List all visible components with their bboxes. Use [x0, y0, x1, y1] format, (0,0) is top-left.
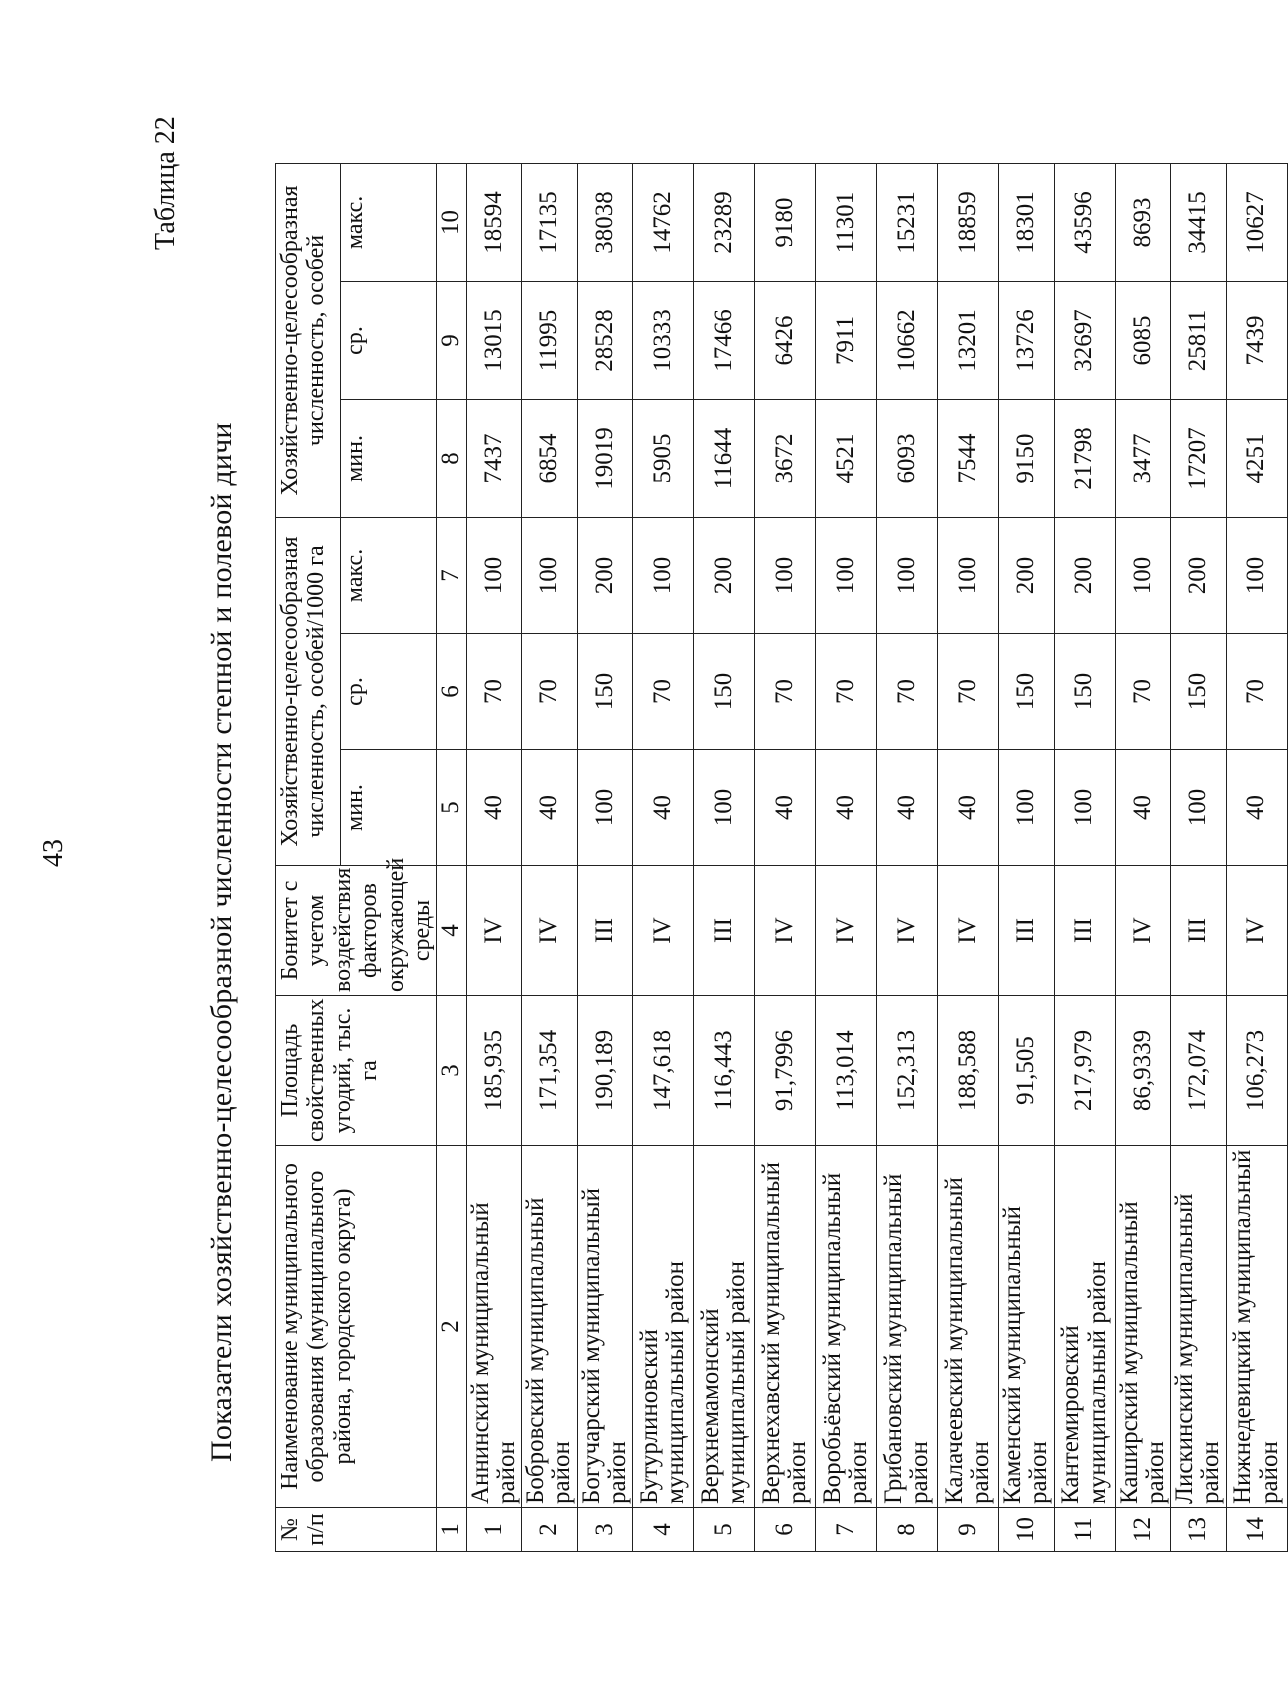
cell-area: 152,313 [877, 996, 938, 1146]
cell-density-max: 100 [938, 517, 999, 633]
table-label: Таблица 22 [150, 116, 181, 250]
cell-num: 7 [816, 1508, 877, 1552]
table-row [522, 163, 578, 1551]
cell-name: Грибановский муниципальный район [877, 1146, 938, 1508]
cell-bonitet: III [1171, 866, 1227, 996]
cell-bonitet: IV [522, 866, 578, 996]
cell-name: Калачеевский муниципальный район [938, 1146, 999, 1508]
cell-density-avg: 70 [1115, 634, 1171, 750]
cell-density-min: 40 [755, 750, 816, 866]
cell-density-min: 40 [522, 750, 578, 866]
cell-density-max: 100 [633, 517, 694, 633]
column-number: 2 [437, 1146, 466, 1508]
header-count-min: мин. [341, 399, 437, 517]
cell-density-max: 100 [522, 517, 578, 633]
cell-density-min: 100 [999, 750, 1055, 866]
cell-count-min: 17207 [1171, 399, 1227, 517]
column-number: 5 [437, 750, 466, 866]
header-count-avg: ср. [341, 281, 437, 399]
cell-count-max: 10627 [1226, 163, 1287, 281]
cell-name: Верхнехавский муниципальный район [755, 1146, 816, 1508]
cell-count-max: 14762 [633, 163, 694, 281]
cell-density-min: 40 [1226, 750, 1287, 866]
cell-num: 2 [522, 1508, 578, 1552]
cell-density-max: 100 [755, 517, 816, 633]
header-area: Площадь свойственных угодий, тыс. га [276, 996, 437, 1146]
cell-count-max: 17135 [522, 163, 578, 281]
cell-count-avg: 6085 [1115, 281, 1171, 399]
cell-count-avg: 10662 [877, 281, 938, 399]
cell-name: Аннинский муниципальный район [466, 1146, 522, 1508]
cell-area: 116,443 [694, 996, 755, 1146]
cell-name: Лискинский муниципальный район [1171, 1146, 1227, 1508]
header-density-group: Хозяйственно-целесообразная численность, особей/1000 га [276, 517, 341, 865]
cell-bonitet: III [1054, 866, 1115, 996]
cell-name: Каширский муниципальный район [1115, 1146, 1171, 1508]
cell-name: Бутурлиновский муниципальный район [633, 1146, 694, 1508]
cell-bonitet: III [694, 866, 755, 996]
table-row [999, 163, 1055, 1551]
cell-density-avg: 70 [1226, 634, 1287, 750]
cell-density-min: 40 [466, 750, 522, 866]
table-row [938, 163, 999, 1551]
header-count-group: Хозяйственно-целесообразная численность, особей [276, 163, 341, 517]
cell-num: 10 [999, 1508, 1055, 1552]
cell-count-avg: 17466 [694, 281, 755, 399]
cell-count-min: 4521 [816, 399, 877, 517]
cell-name: Кантемировский муниципальный район [1054, 1146, 1115, 1508]
cell-bonitet: III [577, 866, 633, 996]
cell-count-min: 7544 [938, 399, 999, 517]
cell-density-min: 100 [577, 750, 633, 866]
cell-count-avg: 7439 [1226, 281, 1287, 399]
cell-bonitet: IV [1226, 866, 1287, 996]
cell-density-max: 100 [1226, 517, 1287, 633]
table-row [466, 163, 522, 1551]
cell-bonitet: IV [877, 866, 938, 996]
cell-area: 172,074 [1171, 996, 1227, 1146]
cell-count-min: 6093 [877, 399, 938, 517]
cell-count-max: 15231 [877, 163, 938, 281]
cell-count-max: 9180 [755, 163, 816, 281]
table-row [816, 163, 877, 1551]
header-density-max: макс. [341, 517, 437, 633]
header-row-1 [276, 163, 341, 1551]
cell-area: 217,979 [1054, 996, 1115, 1146]
cell-count-avg: 10333 [633, 281, 694, 399]
cell-density-min: 40 [877, 750, 938, 866]
cell-density-avg: 70 [522, 634, 578, 750]
cell-count-max: 8693 [1115, 163, 1171, 281]
cell-area: 86,9339 [1115, 996, 1171, 1146]
cell-density-max: 200 [577, 517, 633, 633]
cell-count-min: 7437 [466, 399, 522, 517]
header-count-max: макс. [341, 163, 437, 281]
cell-density-min: 100 [694, 750, 755, 866]
cell-num: 8 [877, 1508, 938, 1552]
cell-bonitet: IV [816, 866, 877, 996]
cell-area: 185,935 [466, 996, 522, 1146]
cell-num: 1 [466, 1508, 522, 1552]
cell-count-max: 23289 [694, 163, 755, 281]
cell-density-max: 200 [1054, 517, 1115, 633]
cell-density-max: 200 [694, 517, 755, 633]
cell-count-avg: 25811 [1171, 281, 1227, 399]
cell-bonitet: IV [633, 866, 694, 996]
cell-count-min: 6854 [522, 399, 578, 517]
header-density-avg: ср. [341, 634, 437, 750]
cell-density-avg: 150 [1054, 634, 1115, 750]
cell-density-avg: 70 [816, 634, 877, 750]
cell-area: 106,273 [1226, 996, 1287, 1146]
cell-name: Воробьёвский муниципальный район [816, 1146, 877, 1508]
cell-density-min: 40 [1115, 750, 1171, 866]
column-number: 3 [437, 996, 466, 1146]
cell-density-max: 200 [1171, 517, 1227, 633]
document-title: Показатели хозяйственно-целесообразной численности степной и полевой дичи [205, 422, 238, 1462]
cell-density-avg: 70 [877, 634, 938, 750]
cell-num: 14 [1226, 1508, 1287, 1552]
header-num: № п/п [276, 1508, 437, 1552]
cell-density-max: 200 [999, 517, 1055, 633]
cell-count-avg: 28528 [577, 281, 633, 399]
cell-count-min: 19019 [577, 399, 633, 517]
table-row [577, 163, 633, 1551]
cell-name: Верхнемамонский муниципальный район [694, 1146, 755, 1508]
table-row [1115, 163, 1171, 1551]
cell-name: Бобровский муниципальный район [522, 1146, 578, 1508]
cell-area: 91,7996 [755, 996, 816, 1146]
table-row [1226, 163, 1287, 1551]
cell-density-avg: 70 [755, 634, 816, 750]
cell-count-max: 38038 [577, 163, 633, 281]
column-number: 4 [437, 866, 466, 996]
column-number: 9 [437, 281, 466, 399]
cell-density-avg: 70 [938, 634, 999, 750]
cell-density-avg: 150 [999, 634, 1055, 750]
cell-bonitet: III [999, 866, 1055, 996]
column-number: 10 [437, 163, 466, 281]
header-density-min: мин. [341, 750, 437, 866]
cell-count-max: 18301 [999, 163, 1055, 281]
cell-num: 6 [755, 1508, 816, 1552]
cell-area: 190,189 [577, 996, 633, 1146]
cell-num: 11 [1054, 1508, 1115, 1552]
cell-count-avg: 11995 [522, 281, 578, 399]
cell-count-avg: 32697 [1054, 281, 1115, 399]
cell-bonitet: IV [466, 866, 522, 996]
page-number: 43 [38, 839, 69, 867]
column-number: 8 [437, 399, 466, 517]
data-table [275, 163, 1288, 1552]
cell-num: 4 [633, 1508, 694, 1552]
cell-density-max: 100 [816, 517, 877, 633]
cell-density-min: 40 [816, 750, 877, 866]
cell-name: Нижнедевицкий муниципальный район [1226, 1146, 1287, 1508]
table-row [1054, 163, 1115, 1551]
cell-count-max: 18594 [466, 163, 522, 281]
cell-count-max: 34415 [1171, 163, 1227, 281]
cell-area: 91,505 [999, 996, 1055, 1146]
header-bonitet: Бонитет с учетом воздействия факторов окружающей среды [276, 866, 437, 996]
cell-density-avg: 150 [694, 634, 755, 750]
cell-count-avg: 13015 [466, 281, 522, 399]
cell-count-min: 9150 [999, 399, 1055, 517]
cell-density-min: 100 [1054, 750, 1115, 866]
cell-density-avg: 70 [633, 634, 694, 750]
cell-num: 9 [938, 1508, 999, 1552]
cell-count-min: 3672 [755, 399, 816, 517]
cell-num: 5 [694, 1508, 755, 1552]
cell-density-max: 100 [877, 517, 938, 633]
cell-density-avg: 70 [466, 634, 522, 750]
cell-area: 147,618 [633, 996, 694, 1146]
cell-count-min: 11644 [694, 399, 755, 517]
cell-num: 12 [1115, 1508, 1171, 1552]
cell-area: 188,588 [938, 996, 999, 1146]
cell-count-avg: 6426 [755, 281, 816, 399]
cell-density-avg: 150 [1171, 634, 1227, 750]
cell-bonitet: IV [1115, 866, 1171, 996]
table-row [877, 163, 938, 1551]
cell-name: Богучарский муниципальный район [577, 1146, 633, 1508]
column-number: 6 [437, 634, 466, 750]
cell-bonitet: IV [938, 866, 999, 996]
cell-count-max: 11301 [816, 163, 877, 281]
cell-density-avg: 150 [577, 634, 633, 750]
cell-count-min: 21798 [1054, 399, 1115, 517]
header-name: Наименование муниципального образования (муниципального района, городского округа) [276, 1146, 437, 1508]
cell-count-max: 43596 [1054, 163, 1115, 281]
cell-count-min: 5905 [633, 399, 694, 517]
cell-density-min: 100 [1171, 750, 1227, 866]
table-row [633, 163, 694, 1551]
cell-count-min: 4251 [1226, 399, 1287, 517]
column-number: 7 [437, 517, 466, 633]
cell-name: Каменский муниципальный район [999, 1146, 1055, 1508]
cell-area: 113,014 [816, 996, 877, 1146]
cell-area: 171,354 [522, 996, 578, 1146]
column-number: 1 [437, 1508, 466, 1552]
table-row [1171, 163, 1227, 1551]
cell-count-avg: 13201 [938, 281, 999, 399]
column-number-row [437, 163, 466, 1551]
cell-count-avg: 7911 [816, 281, 877, 399]
cell-bonitet: IV [755, 866, 816, 996]
cell-density-min: 40 [633, 750, 694, 866]
cell-num: 13 [1171, 1508, 1227, 1552]
cell-count-max: 18859 [938, 163, 999, 281]
cell-density-min: 40 [938, 750, 999, 866]
cell-count-avg: 13726 [999, 281, 1055, 399]
cell-density-max: 100 [466, 517, 522, 633]
cell-count-min: 3477 [1115, 399, 1171, 517]
cell-num: 3 [577, 1508, 633, 1552]
table-row [694, 163, 755, 1551]
cell-density-max: 100 [1115, 517, 1171, 633]
table-row [755, 163, 816, 1551]
